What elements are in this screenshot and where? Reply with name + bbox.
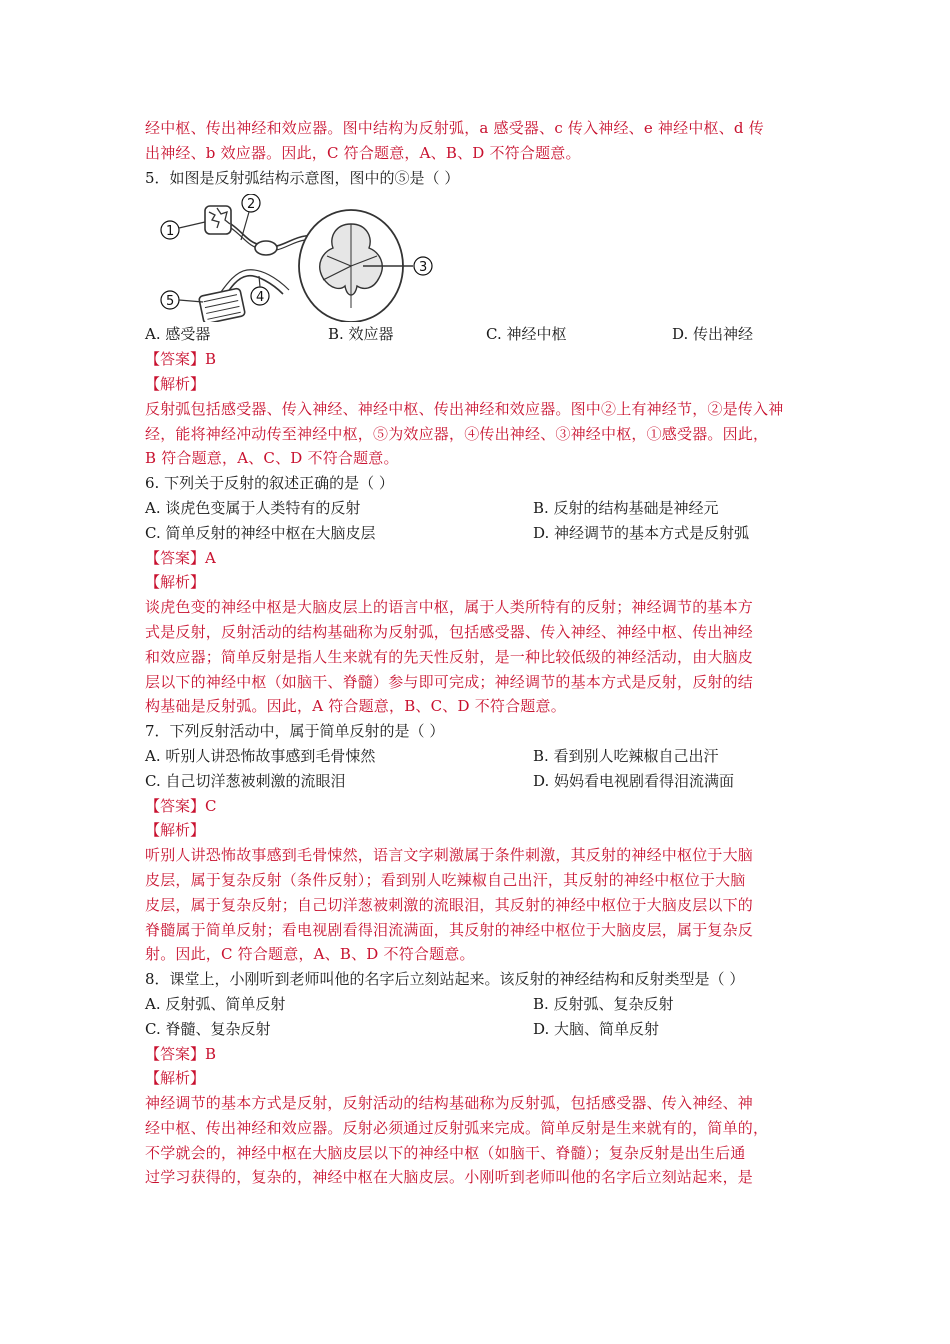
- q6-option-a: A. 谈虎色变属于人类特有的反射: [145, 498, 361, 517]
- q5-analysis-line: 反射弧包括感受器、传入神经、神经中枢、传出神经和效应器。图中②上有神经节，②是传入神: [145, 399, 784, 418]
- q8-option-a: A. 反射弧、简单反射: [145, 994, 286, 1013]
- q8-analysis-line: 不学就会的，神经中枢在大脑皮层以下的神经中枢（如脑干、脊髓）；复杂反射是出生后通: [145, 1143, 746, 1162]
- q8-option-d: D. 大脑、简单反射: [533, 1019, 660, 1038]
- q6-analysis-label: 【解析】: [145, 573, 206, 592]
- receptor-shape: [205, 206, 231, 234]
- q7-option-b: B. 看到别人吃辣椒自己出汗: [533, 746, 719, 765]
- q8-analysis-label: 【解析】: [145, 1069, 206, 1088]
- q8-analysis-line: 过学习获得的，复杂的，神经中枢在大脑皮层。小刚听到老师叫他的名字后立刻站起来，是: [145, 1168, 754, 1187]
- q6-stem: 6. 下列关于反射的叙述正确的是（ ）: [145, 474, 394, 493]
- q8-options-row-1: [145, 992, 813, 1017]
- effector-shape: [199, 288, 246, 322]
- q6-option-d: D. 神经调节的基本方式是反射弧: [533, 523, 750, 542]
- q5-answer: 【答案】B: [145, 350, 217, 369]
- document-page: [145, 116, 813, 1190]
- q7-answer: 【答案】C: [145, 796, 217, 815]
- q6-analysis-line: 谈虎色变的神经中枢是大脑皮层上的语言中枢，属于人类所特有的反射；神经调节的基本方: [145, 598, 754, 617]
- intro-line-1: 经中枢、传出神经和效应器。图中结构为反射弧，a 感受器、c 传入神经、e 神经中枢、d 传: [145, 119, 764, 137]
- q8-answer: 【答案】B: [145, 1044, 217, 1063]
- label-4: 4: [256, 290, 265, 306]
- q5-option-b: B. 效应器: [328, 325, 394, 344]
- q7-stem: 7．下列反射活动中，属于简单反射的是（ ）: [145, 722, 445, 741]
- q5-option-c: C. 神经中枢: [486, 325, 567, 344]
- q6-option-c: C. 简单反射的神经中枢在大脑皮层: [145, 523, 376, 542]
- q7-options-row-2: [145, 769, 813, 794]
- q8-options-row-2: [145, 1017, 813, 1042]
- q8-analysis-line: 神经调节的基本方式是反射，反射活动的结构基础称为反射弧，包括感受器、传入神经、神: [145, 1094, 754, 1113]
- q7-option-a: A. 听别人讲恐怖故事感到毛骨悚然: [145, 746, 376, 765]
- q7-option-c: C. 自己切洋葱被刺激的流眼泪: [145, 771, 346, 790]
- q8-analysis-line: 经中枢、传出神经和效应器。反射必须通过反射弧来完成。简单反射是生来就有的，简单的，: [145, 1118, 769, 1137]
- q6-analysis-line: 层以下的神经中枢（如脑干、脊髓）参与即可完成；神经调节的基本方式是反射，反射的结: [145, 672, 754, 691]
- label-5: 5: [166, 294, 175, 310]
- q6-options-row-2: [145, 521, 813, 546]
- q8-option-c: C. 脊髓、复杂反射: [145, 1019, 271, 1038]
- reflex-arc-diagram: [145, 190, 813, 322]
- q6-analysis-line: 式是反射，反射活动的结构基础称为反射弧，包括感受器、传入神经、神经中枢、传出神经: [145, 622, 754, 641]
- q7-analysis-line: 听别人讲恐怖故事感到毛骨悚然，语言文字刺激属于条件刺激，其反射的神经中枢位于大脑: [145, 846, 754, 865]
- q7-analysis-line: 皮层，属于复杂反射（条件反射）；看到别人吃辣椒自己出汗，其反射的神经中枢位于大脑: [145, 870, 746, 889]
- q6-options-row-1: [145, 496, 813, 521]
- q7-analysis-line: 皮层，属于复杂反射；自己切洋葱被刺激的流眼泪，其反射的神经中枢位于大脑皮层以下的: [145, 895, 754, 914]
- q7-options-row-1: [145, 744, 813, 769]
- q5-analysis-line: 经，能将神经冲动传至神经中枢，⑤为效应器，④传出神经、③神经中枢，①感受器。因此，: [145, 424, 769, 443]
- label-3: 3: [419, 260, 428, 276]
- q6-analysis-line: 构基础是反射弧。因此，A 符合题意，B、C、D 不符合题意。: [145, 697, 566, 716]
- q6-option-b: B. 反射的结构基础是神经元: [533, 498, 719, 517]
- label-1: 1: [166, 224, 175, 240]
- q5-analysis-label: 【解析】: [145, 374, 206, 393]
- q8-stem: 8．课堂上，小刚听到老师叫他的名字后立刻站起来。该反射的神经结构和反射类型是（ ）: [145, 970, 745, 989]
- q5-options: [145, 322, 813, 347]
- q7-option-d: D. 妈妈看电视剧看得泪流满面: [533, 771, 735, 790]
- q7-analysis-label: 【解析】: [145, 821, 206, 840]
- label-2: 2: [247, 197, 256, 213]
- q6-analysis-line: 和效应器；简单反射是指人生来就有的先天性反射，是一种比较低级的神经活动，由大脑皮: [145, 647, 754, 666]
- q7-analysis-line: 脊髓属于简单反射；看电视剧看得泪流满面，其反射的神经中枢位于大脑皮层，属于复杂反: [145, 920, 754, 939]
- q6-answer: 【答案】A: [145, 548, 216, 567]
- q5-option-a: A. 感受器: [145, 325, 211, 344]
- q5-stem: 5．如图是反射弧结构示意图，图中的⑤是（ ）: [145, 168, 460, 187]
- q7-analysis-line: 射。因此，C 符合题意，A、B、D 不符合题意。: [145, 945, 475, 964]
- q8-option-b: B. 反射弧、复杂反射: [533, 994, 674, 1013]
- q5-option-d: D. 传出神经: [672, 325, 754, 344]
- reflex-arc-illustration: [155, 194, 445, 322]
- q5-analysis-line: B 符合题意，A、C、D 不符合题意。: [145, 449, 399, 468]
- intro-line-2: 出神经、b 效应器。因此，C 符合题意，A、B、D 不符合题意。: [145, 143, 581, 162]
